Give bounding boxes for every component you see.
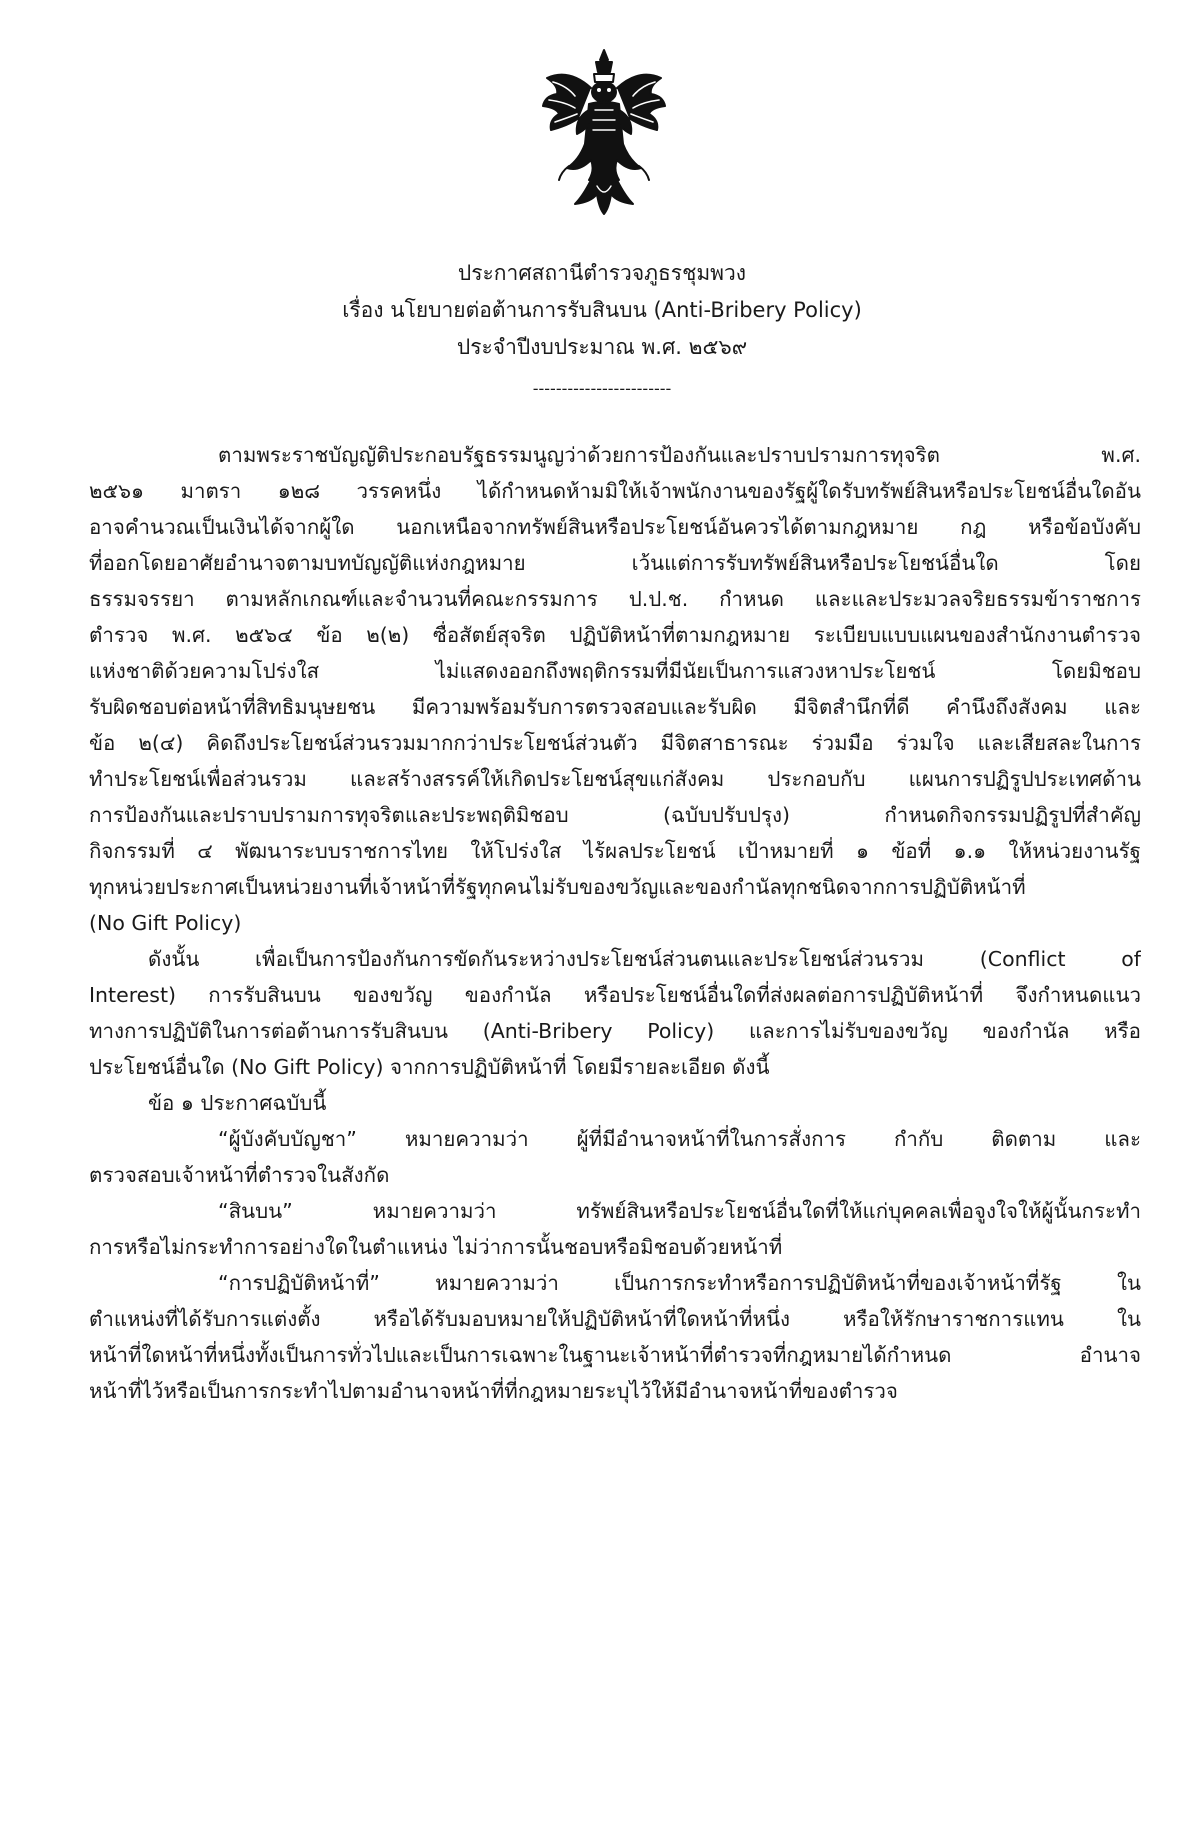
definition-line: ตรวจสอบเจ้าหน้าที่ตำรวจในสังกัด bbox=[89, 1163, 390, 1187]
body-line: ตำรวจ พ.ศ. ๒๕๖๔ ข้อ ๒(๒) ซื่อสัตย์สุจริต ปฏิบัติหน้าที่ตามกฎหมาย ระเบียบแบบแผนของสำนักงานตำรวจ bbox=[89, 623, 1141, 647]
definition-line: “สินบน” หมายความว่า ทรัพย์สินหรือประโยชน์อื่นใดที่ให้แก่บุคคลเพื่อจูงใจให้ผู้นั้นกระทำ bbox=[218, 1199, 1141, 1223]
garuda-emblem-icon bbox=[539, 48, 669, 216]
definition-line: “ผู้บังคับบัญชา” หมายความว่า ผู้ที่มีอำนาจหน้าที่ในการสั่งการ กำกับ ติดตาม และ bbox=[218, 1127, 1141, 1151]
body-line: ทุกหน่วยประกาศเป็นหน่วยงานที่เจ้าหน้าที่รัฐทุกคนไม่รับของขวัญและของกำนัลทุกชนิดจากการปฏิบัติหน้าที่ bbox=[89, 875, 1026, 899]
body-line: (No Gift Policy) bbox=[89, 911, 242, 935]
body-line: ธรรมจรรยา ตามหลักเกณฑ์และจำนวนที่คณะกรรมการ ป.ป.ช. กำหนด และและประมวลจริยธรรมข้าราชการ bbox=[89, 587, 1141, 611]
definition-line: “การปฏิบัติหน้าที่” หมายความว่า เป็นการกระทำหรือการปฏิบัติหน้าที่ของเจ้าหน้าที่รัฐ ใน bbox=[218, 1271, 1141, 1295]
body-line: ประโยชน์อื่นใด (No Gift Policy) จากการปฏิบัติหน้าที่ โดยมีรายละเอียด ดังนี้ bbox=[89, 1055, 770, 1079]
announcement-subject: เรื่อง นโยบายต่อต้านการรับสินบน (Anti-Bribery Policy) bbox=[342, 298, 862, 322]
body-line: กิจกรรมที่ ๔ พัฒนาระบบราชการไทย ให้โปร่งใส ไร้ผลประโยชน์ เป้าหมายที่ ๑ ข้อที่ ๑.๑ ให้หน่วยงานรัฐ bbox=[89, 839, 1141, 863]
fiscal-year-line: ประจำปีงบประมาณ พ.ศ. ๒๕๖๙ bbox=[456, 335, 748, 359]
definition-line: หน้าที่ไว้หรือเป็นการกระทำไปตามอำนาจหน้าที่ที่กฎหมายระบุไว้ให้มีอำนาจหน้าที่ของตำรวจ bbox=[89, 1379, 898, 1403]
body-line: อาจคำนวณเป็นเงินได้จากผู้ใด นอกเหนือจากทรัพย์สินหรือประโยชน์อันควรได้ตามกฎหมาย กฎ หรือข้อบังคับ bbox=[89, 515, 1141, 539]
body-line: Interest) การรับสินบน ของขวัญ ของกำนัล หรือประโยชน์อื่นใดที่ส่งผลต่อการปฏิบัติหน้าที่ จึงกำหนดแนว bbox=[89, 983, 1141, 1007]
body-line: ทำประโยชน์เพื่อส่วนรวม และสร้างสรรค์ให้เกิดประโยชน์สุขแก่สังคม ประกอบกับ แผนการปฏิรูปประเทศด้าน bbox=[89, 767, 1141, 791]
body-line: ข้อ ๒(๔) คิดถึงประโยชน์ส่วนรวมมากกว่าประโยชน์ส่วนตัว มีจิตสาธารณะ ร่วมมือ ร่วมใจ และเสียสละในการ bbox=[89, 731, 1141, 755]
heading-separator: ------------------------ bbox=[532, 379, 672, 398]
body-line: รับผิดชอบต่อหน้าที่สิทธิมนุษยชน มีความพร้อมรับการตรวจสอบและรับผิด มีจิตสำนึกที่ดี คำนึงถึงสังคม และ bbox=[89, 695, 1141, 719]
definition-line: หน้าที่ใดหน้าที่หนึ่งทั้งเป็นการทั่วไปและเป็นการเฉพาะในฐานะเจ้าหน้าที่ตำรวจที่กฎหมายได้กำหนด อำนาจ bbox=[89, 1343, 1141, 1367]
body-line: ดังนั้น เพื่อเป็นการป้องกันการขัดกันระหว่างประโยชน์ส่วนตนและประโยชน์ส่วนรวม (Conflict of bbox=[148, 947, 1141, 971]
body-line: การป้องกันและปราบปรามการทุจริตและประพฤติมิชอบ (ฉบับปรับปรุง) กำหนดกิจกรรมปฏิรูปที่สำคัญ bbox=[89, 803, 1141, 827]
clause-heading: ข้อ ๑ ประกาศฉบับนี้ bbox=[148, 1091, 327, 1115]
definition-line: การหรือไม่กระทำการอย่างใดในตำแหน่ง ไม่ว่าการนั้นชอบหรือมิชอบด้วยหน้าที่ bbox=[89, 1235, 783, 1259]
body-line: แห่งชาติด้วยความโปร่งใส ไม่แสดงออกถึงพฤติกรรมที่มีนัยเป็นการแสวงหาประโยชน์ โดยมิชอบ bbox=[89, 659, 1141, 683]
body-line: ทางการปฏิบัติในการต่อต้านการรับสินบน (Anti-Bribery Policy) และการไม่รับของขวัญ ของกำนัล หรือ bbox=[89, 1019, 1141, 1043]
body-line: ที่ออกโดยอาศัยอำนาจตามบทบัญญัติแห่งกฎหมาย เว้นแต่การรับทรัพย์สินหรือประโยชน์อื่นใด โดย bbox=[89, 551, 1141, 575]
announcement-title: ประกาศสถานีตำรวจภูธรชุมพวง bbox=[457, 261, 747, 285]
definition-line: ตำแหน่งที่ได้รับการแต่งตั้ง หรือได้รับมอบหมายให้ปฏิบัติหน้าที่ใดหน้าที่หนึ่ง หรือให้รักษาราชการแทน ใน bbox=[89, 1307, 1141, 1331]
body-line: ตามพระราชบัญญัติประกอบรัฐธรรมนูญว่าด้วยการป้องกันและปราบปรามการทุจริต พ.ศ. bbox=[218, 443, 1141, 467]
body-line: ๒๕๖๑ มาตรา ๑๒๘ วรรคหนึ่ง ได้กำหนดห้ามมิให้เจ้าพนักงานของรัฐผู้ใดรับทรัพย์สินหรือประโยชน์อื่นใดอัน bbox=[89, 479, 1141, 503]
